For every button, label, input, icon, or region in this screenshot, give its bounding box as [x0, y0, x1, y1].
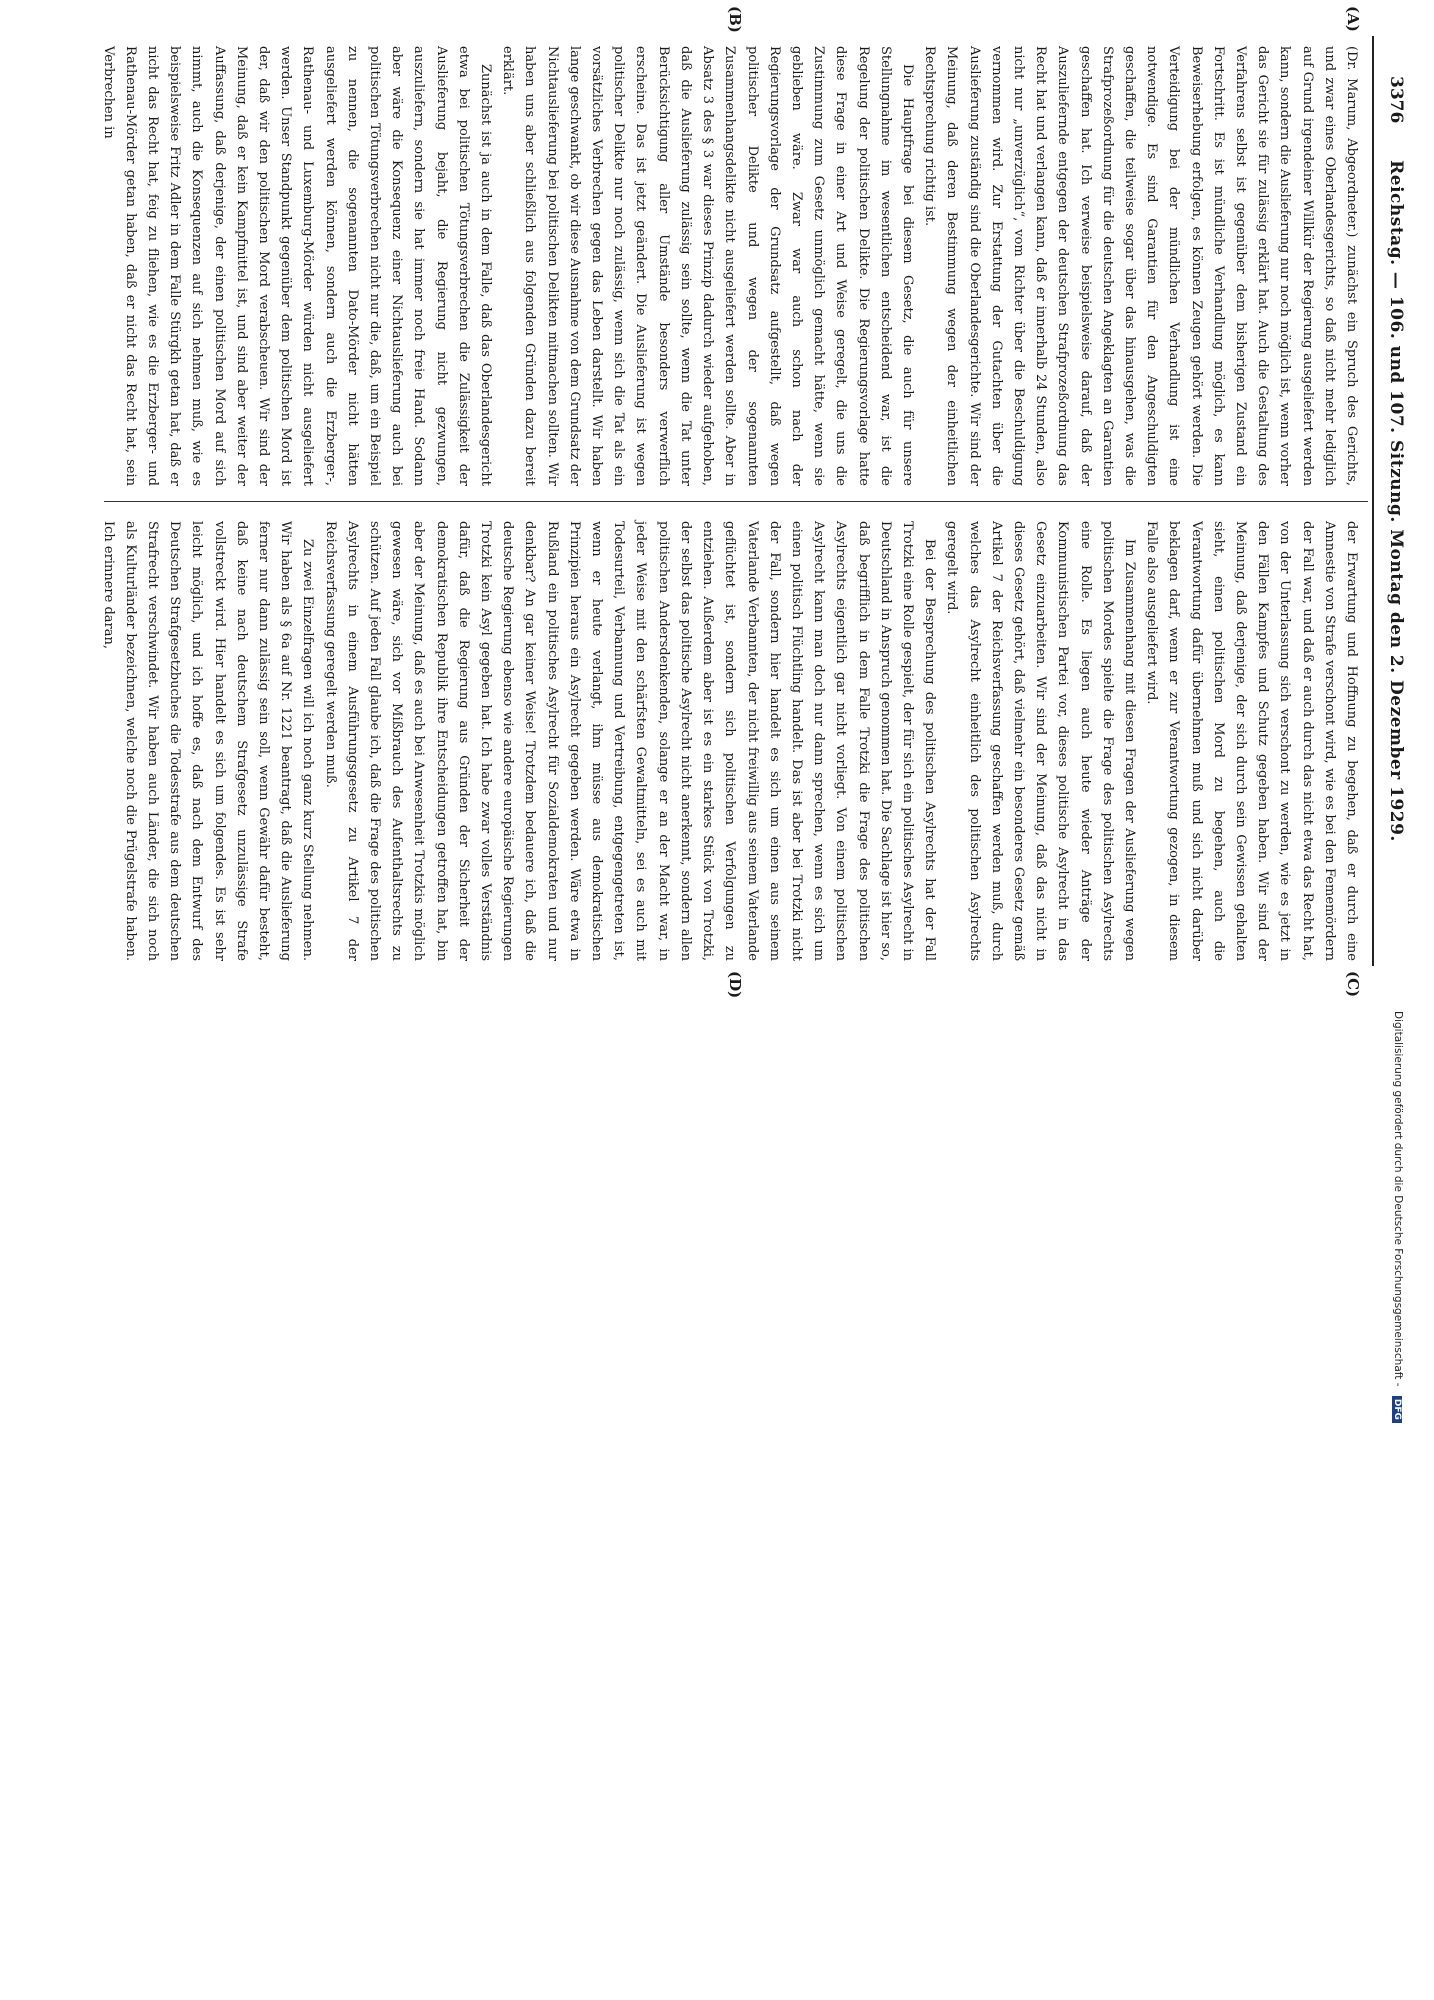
paragraph: Im Zusammenhang mit diesen Fragen der Auslieferung wegen politischen Mordes spielte die Frage des politischen Asylrechts eine Rolle. Es liegen auch heute wieder Anträge der Kommunistischen Partei vor, dieses politische Asylrecht in das Gesetz einzuarbeiten. Wir sind der Meinung, daß das nicht in dieses Gesetz gehört, daß vielmehr ein besonderes Gesetz gemäß Artikel 7 der Reichsverfassung geschaffen werden muß, durch welches das Asylrecht einheitlich des politischen Asylrechts geregelt wird. [944, 521, 1137, 961]
margin-marker-c: (C) [1344, 971, 1362, 998]
margin-marker-b: (B) [726, 6, 744, 33]
margin-marker-a: (A) [1344, 6, 1362, 32]
margin-marker-d: (D) [726, 971, 744, 999]
paragraph: Zu zwei Einzelfragen will ich noch ganz kurz Stellung nehmen. Wir haben als § 6a auf Nr. 1221 beantragt, daß die Auslieferung ferner nur dann zulässig sein soll, wenn Gewähr dafür besteht, daß keine nach deutschem Strafgesetz unzulässige Strafe vollstreckt wird. Hier handelt es sich um folgendes. Es ist sehr leicht möglich, und ich hoffe es, daß nach dem Entwurf des Deutschen Strafgesetzbuches die Todesstrafe aus dem deutschen Strafrecht verschwindet. Wir haben auch Länder, die sich noch als Kulturländer bezeichnen, welche noch die Prügelstrafe haben. Ich erinnere daran, [100, 521, 316, 961]
column-separator [104, 501, 1368, 502]
page-header [1378, 36, 1414, 966]
dfg-logo: DFG [1392, 1396, 1402, 1423]
left-column [96, 46, 1362, 486]
document-sheet [74, 6, 1414, 1420]
paragraph: Zunächst ist ja auch in dem Falle, daß das Oberlandesgericht etwa bei politischen Tötungsverbrechen die Zulässigkeit der Auslieferung bejaht, die Regierung nicht gezwungen, auszuliefern, sondern sie hat immer noch freie Hand. Sodann aber wäre die Konsequenz einer Nichtauslieferung auch bei politischen Tötungsverbrechen nicht nur die, daß, um ein Beispiel zu nennen, die sogenannten Dato-Mörder nicht hätten ausgeliefert werden können, sondern auch die Erzberger-, Rathenau- und Luxemburg-Mörder würden nicht ausgeliefert werden. Unser Standpunkt gegenüber dem politischen Mord ist der, daß wir den politischen Mord verabscheuen. Wir sind der Meinung, daß er kein Kampfmittel ist, und sind aber weiter der Auffassung, daß derjenige, der einen politischen Mord auf sich nimmt, auch die Konsequenzen auf sich nehmen muß, wie es beispielsweise Fritz Adler in dem Falle Stürgkh getan hat, daß er nicht das Recht hat, feig zu fliehen, wie es die Erzberger- und Rathenau-Mörder getan haben, daß er nicht das Recht hat, sein Verbrechen in [100, 46, 494, 486]
page-title: Reichstag. — 106. und 107. Sitzung. Montag den 2. Dezember 1929. [1386, 160, 1406, 842]
paragraph: Die Hauptfrage bei diesem Gesetz, die auch für unsere Stellungnahme im wesentlichen entscheidend war, ist die Regelung der politischen Delikte. Die Regierungsvorlage hatte diese Frage in einer Art und Weise geregelt, die uns die Zustimmung zum Gesetz unmöglich gemacht hätte, wenn sie geblieben wäre. Zwar war auch schon nach der Regierungsvorlage der Grundsatz aufgestellt, daß wegen politischer Delikte und wegen der sogenannten Zusammenhangsdelikte nicht ausgeliefert werden sollte. Aber in Absatz 3 des § 3 war dieses Prinzip dadurch wieder aufgehoben, daß die Auslieferung zulässig sein sollte, wenn die Tat unter Berücksichtigung aller Umstände besonders verwerflich erscheine. Das ist jetzt geändert. Die Auslieferung ist wegen politischer Delikte nur noch zulässig, wenn sich die Tat als ein vorsätzliches Verbrechen gegen das Leben darstellt. Wir haben lange geschwankt, ob wir diese Ausnahme von dem Grundsatz der Nichtauslieferung bei politischen Delikten mitmachen sollten. Wir haben uns aber schließlich aus folgenden Gründen dazu bereit erklärt. [500, 46, 915, 486]
header-rule [1372, 36, 1374, 966]
digitization-text: Digitalisierung gefördert durch die Deutsche Forschungsgemeinschaft - [1392, 1011, 1404, 1387]
paragraph: der Erwartung und Hoffnung zu begehen, daß er durch eine Amnestie von Strafe verschont wird, wie es bei den Fememördern der Fall war, und daß er auch durch das nicht etwa das Recht hat, von der Unterlassung sich verschont zu werden, wie es jetzt in den Fällen Kampfes und Schutz gegeben haben. Wir sind der Meinung, daß derjenige, der sich durch sein Gewissen gehalten sieht, einen politischen Mord zu begehen, auch die Verantwortung dafür übernehmen muß und sich nicht darüber beklagen darf, wenn er zur Verantwortung gezogen, in diesem Falle also ausgeliefert wird. [1144, 521, 1359, 961]
paragraph: Bei der Besprechung des politischen Asylrechts hat der Fall Trotzki eine Rolle gespielt, der für sich ein politisches Asylrecht in Deutschland in Anspruch genommen hat. Die Sachlage ist hier so, daß begrifflich in dem Falle Trotzki die Frage des politischen Asylrechts eigentlich gar nicht vorliegt. Von einem politischen Asylrecht kann man doch nur dann sprechen, wenn es sich um einen politisch Flüchtling handelt. Das ist aber bei Trotzki nicht der Fall, sondern hier handelt es sich um einen aus seinem Vaterlande Verbannten, der nicht freiwillig aus seinem Vaterlande geflüchtet ist, sondern sich politischen Verfolgungen zu entziehen. Außerdem aber ist es ein starkes Stück von Trotzki, der selbst das politische Asylrecht nicht anerkennt, sondern allen politischen Andersdenkenden, solange er an der Macht war, in jeder Weise mit den schärfsten Gewaltmitteln, sei es auch mit Todesurteil, Verbannung und Vertreibung, entgegengetreten ist, wenn er heute verlangt, ihm müsse aus demokratischen Prinzipien heraus ein Asylrecht gegeben werden. Wäre etwa in Rußland ein politisches Asylrecht für Sozialdemokraten und nur denkbar? An gar keiner Weise! Trotzdem bedauere ich, daß die deutsche Regierung ebenso wie andere europäische Regierungen Trotzki kein Asyl gegeben hat. Ich habe zwar volles Verständnis dafür, daß die Regierung aus Gründen der Sicherheit der demokratischen Republik ihre Entscheidungen getroffen hat, bin aber der Meinung, daß es auch bei Anwesenheit Trotzkis möglich gewesen wäre, sich vor Mißbrauch des Aufenthaltsrechts zu schützen. Auf jeden Fall glaube ich, daß die Frage des politischen Asylrechts in einem Ausführungsgesetz zu Artikel 7 der Reichsverfassung geregelt werden muß. [322, 521, 938, 961]
paragraph: (Dr. Marum, Abgeordneter.) zunächst ein Spruch des Gerichts, und zwar eines Oberlandesgerichts, so daß nicht mehr lediglich auf Grund irgendeiner Willkür der Regierung ausgeliefert werden kann, sondern die Auslieferung nur noch möglich ist, wenn vorher das Gericht sie für zulässig erklärt hat. Auch die Gestaltung des Verfahrens selbst ist gegenüber dem bisherigen Zustand ein Fortschritt. Es ist mündliche Verhandlung möglich, es kann Beweiserhebung erfolgen, es können Zeugen gehört werden. Die Verteidigung bei der mündlichen Verhandlung ist eine notwendige. Es sind Garantien für den Angeschuldigten geschaffen, die teilweise sogar über das hinausgehen, was die Strafprozeßordnung für die deutschen Angeklagten an Garantien geschaffen hat. Ich verweise beispielsweise darauf, daß der Auszuliefernde entgegen der deutschen Strafprozeßordnung das Recht hat und verlangen kann, daß er innerhalb 24 Stunden, also nicht nur „unverzüglich“, vom Richter über die Beschuldigung vernommen wird. Zur Erstattung der Gutachten über die Auslieferung zuständig sind die Oberlandesgerichte. Wir sind der Meinung, daß deren Bestimmung wegen der einheitlichen Rechtsprechung richtig ist. [922, 46, 1359, 486]
page-number: 3376 [1386, 76, 1406, 124]
digitization-note [1392, 1011, 1404, 2000]
right-column [96, 521, 1362, 961]
